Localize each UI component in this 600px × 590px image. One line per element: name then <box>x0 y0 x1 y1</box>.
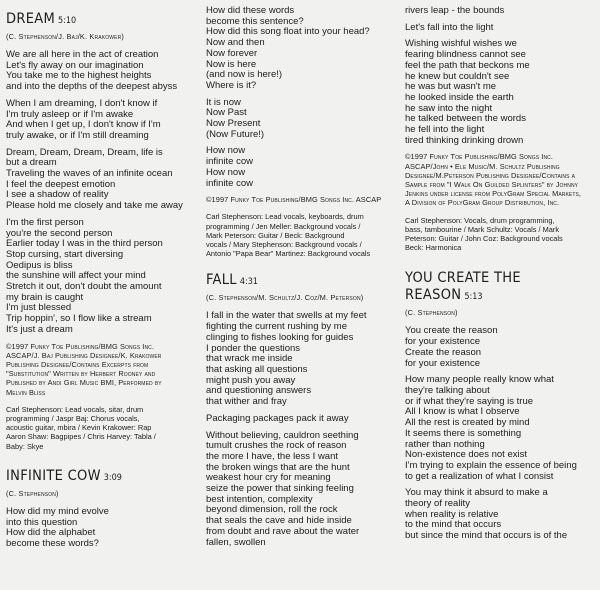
lyric-stanza: How many people really know what they're talking about or if what they're saying is true All I know is what I observe All the rest is created by mind It seems there is something rather than nothing Non-existence does not exist I'm trying to explain the essence of being to get a realization of what I consist <box>405 374 577 482</box>
song-credits: (C. Stephenson) <box>405 308 458 318</box>
lyric-stanza: It is now Now Past Now Present (Now Future!) <box>206 96 265 140</box>
song-title-fall: FALL 4:31 <box>206 272 259 289</box>
column-1 <box>6 0 202 590</box>
performer-credits: Carl Stephenson: Vocals, drum programming, bass, tambourine / Mark Schultz: Vocals / Mark Peterson: Guitar / John Coz: Background vocals Beck: Harmonica <box>405 215 563 253</box>
column-3 <box>405 0 600 590</box>
song-duration: 5:10 <box>58 16 77 26</box>
song-title-dream: DREAM 5:10 <box>6 11 77 27</box>
song-duration: 5:13 <box>464 292 483 303</box>
lyric-stanza: Wishing wishful wishes we fearing blindness cannot see feel the path that beckons me he knew but couldn't see he was but wasn't me he looked inside the earth he saw into the night he talked between the words he fell into the light tired thinking drinking drown <box>405 38 530 146</box>
lyric-stanza: How did these words become this sentence? How did this song float into your head? Now and then Now forever Now is here (and now is here!) Where is it? <box>206 5 370 91</box>
performer-credits: Carl Stephenson: Lead vocals, keyboards, drum programming / Jen Meller: Background vocals / Mark Peterson: Guitar / Beck: Background vocals / Mary Stephenson: Background vocals / Antonio "Papa Bear" Martinez: Background vocals <box>206 212 371 259</box>
lyric-stanza: How now infinite cow How now infinite cow <box>206 145 253 189</box>
lyric-stanza: When I am dreaming, I don't know if I'm truly asleep or if I'm awake And when I get up, I don't know if I'm truly awake, or if I'm still dreaming <box>6 97 161 141</box>
lyric-stanza: How did my mind evolve into this question How did the alphabet become these words? <box>6 505 109 549</box>
song-title-you-create-the-reason: YOU CREATE THE REASON 5:13 <box>405 270 521 304</box>
lyric-stanza: We are all here in the act of creation Let's fly away on our imagination You take me to the highest heights and into the depths of the deepest abyss <box>6 49 178 93</box>
copyright-notice: ©1997 Funky Toe Publishing/BMG Songs Inc. ASCAP/John • Ele Music/M. Schultz Publishing Designee/M.Peterson Publishing Designee/Contains a Sample from "I Walk On Guilded Splinters" by Johnny Jenkins under license from PolyGram Special Markets, A Division of PolyGram Group Distribution, Inc. <box>405 152 582 208</box>
lyric-stanza: Dream, Dream, Dream, Dream, life is but a dream Traveling the waves of an infinite ocean I feel the deepest emotion I see a shadow of reality Please hold me closely and take me away <box>6 146 183 212</box>
lyric-stanza: Packaging packages pack it away <box>206 412 349 424</box>
copyright-notice: ©1997 Funky Toe Publishing/BMG Songs Inc. ASCAP/J. Baj Publishing Designee/K. Krakower Publishing Designee/Contains Excerpts from "Substitution" Written by Herbert Rooney and Published by Andi Girl Music BMI, Performed by Melvin Bliss <box>6 341 162 397</box>
song-credits: (C. Stephenson) <box>6 488 59 498</box>
column-2 <box>206 0 404 590</box>
lyric-stanza: You create the reason for your existence Create the reason for your existence <box>405 325 498 369</box>
song-credits: (C. Stephenson/J. Baj/K. Krakower) <box>6 32 124 41</box>
lyric-stanza: I'm the first person you're the second person Earlier today I was in the third person Stop cursing, start diversing Oedipus is bliss the sunshine will affect your mind Stretch it out, don't doubt the amount my brain is caught I'm just blessed Trip hoppin', so I flow like a stream It's just a dream <box>6 216 163 335</box>
lyric-stanza: I fall in the water that swells at my feet fighting the current rushing by me clinging to fishes looking for guides I ponder the questions that wrack me inside that asking all questions might push you away and questioning answers that wither and fray <box>206 310 367 408</box>
copyright-notice: ©1997 Funky Toe Publishing/BMG Songs Inc. ASCAP <box>206 195 382 205</box>
performer-credits: Carl Stephenson: Lead vocals, sitar, drum programming / Jaspr Baj: Chorus vocals, acoustic guitar, mbira / Kevin Krakower: Rap Aaron Shaw: Bagpipes / Chris Harvey: Tabla / Baby: Skye <box>6 404 156 451</box>
song-credits: (C. Stephenson/M. Schultz/J. Coz/M. Peterson) <box>206 293 364 303</box>
lyric-stanza: Without believing, cauldron seething tumult crushes the rock of reason the more I have, the less I want the broken wings that are the hunt weakest hour cry for meaning seize the power that sinking feeling best intention, complexity beyond dimension, roll the rock that seals the cave and hide inside from doubt and rave about the water fallen, swollen <box>206 429 360 548</box>
song-duration: 3:09 <box>103 472 122 483</box>
lyric-stanza: You may think it absurd to make a theory of reality when reality is relative to the mind that occurs but since the mind that occurs is of the <box>405 487 568 542</box>
lyric-stanza: Let's fall into the light <box>405 21 494 33</box>
lyric-stanza: rivers leap - the bounds <box>405 5 505 16</box>
song-duration: 4:31 <box>239 277 259 288</box>
song-title-infinite-cow: INFINITE COW 3:09 <box>6 467 122 484</box>
